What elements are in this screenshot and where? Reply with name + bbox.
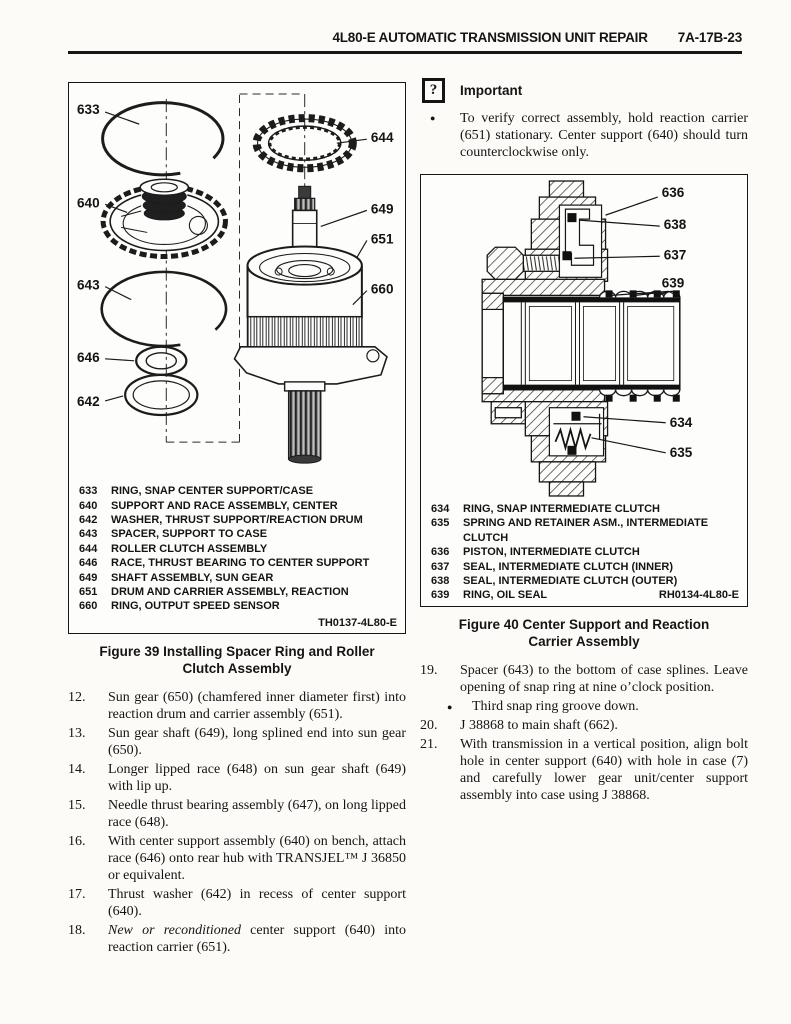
- parts-row: 633 RING, SNAP CENTER SUPPORT/CASE: [79, 485, 314, 498]
- step-19: 19. Spacer (643) to the bottom of case splines. Leave opening of snap ring at nine o’clock position.: [420, 662, 748, 695]
- parts-row: 635 SPRING AND RETAINER ASM., INTERMEDIATE CLUTCH: [431, 517, 709, 544]
- important-icon: ?: [422, 78, 445, 103]
- steps-19-21: [420, 663, 748, 805]
- parts-row: 646 RACE, THRUST BEARING TO CENTER SUPPORT: [79, 557, 370, 570]
- important-note: ● To verify correct assembly, hold reaction carrier (651) stationary. Center support (640) should turn counterclockwise only.: [430, 111, 748, 160]
- callout-651: 651: [370, 231, 394, 247]
- callout-643: 643: [77, 277, 100, 293]
- callout-637: 637: [663, 247, 687, 263]
- sun-gear-shaft-649: [293, 186, 317, 248]
- figure-40-box: [420, 174, 748, 607]
- piston-pocket: [559, 205, 601, 277]
- bullet-icon: ●: [447, 701, 453, 712]
- right-column: [420, 78, 748, 807]
- important-header: [422, 78, 748, 103]
- figure40-doc-code: RH0134-4L80-E: [658, 589, 739, 602]
- parts-row: 636 PISTON, INTERMEDIATE CLUTCH: [431, 546, 640, 559]
- page-number: 7A-17B-23: [677, 30, 742, 45]
- callout-644: 644: [370, 130, 394, 146]
- parts-row: 639 RING, OIL SEAL RH0134-4L80-E: [431, 589, 739, 602]
- callout-638: 638: [663, 217, 687, 233]
- parts-row: 640 SUPPORT AND RACE ASSEMBLY, CENTER: [79, 499, 338, 512]
- parts-row: 651 DRUM AND CARRIER ASSEMBLY, REACTION: [79, 586, 349, 599]
- callout-660: 660: [370, 281, 394, 297]
- step-18-italic-lead: New or reconditioned: [108, 923, 241, 939]
- parts-row: 637 SEAL, INTERMEDIATE CLUTCH (INNER): [431, 560, 674, 573]
- parts-row: 643 SPACER, SUPPORT TO CASE: [79, 528, 268, 541]
- step-12: 12. Sun gear (650) (chamfered inner diameter first) into reaction drum and carrier assembly (651).: [68, 689, 406, 722]
- callout-646: 646: [77, 349, 100, 365]
- callout-642: 642: [77, 393, 100, 409]
- callout-633: 633: [77, 102, 100, 118]
- parts-row: 660 RING, OUTPUT SPEED SENSOR: [79, 600, 280, 613]
- parts-row: 642 WASHER, THRUST SUPPORT/REACTION DRUM: [79, 514, 363, 526]
- callout-649: 649: [370, 201, 394, 217]
- figure40-caption: Figure 40 Center Support and Reaction Carrier Assembly: [458, 616, 710, 649]
- callout-635: 635: [669, 444, 693, 460]
- left-column: [68, 82, 406, 959]
- step-18: 18. New or reconditioned center support (640) into reaction carrier (651).: [68, 923, 406, 955]
- step-19-sub-bullet: ● Third snap ring groove down.: [447, 698, 639, 714]
- parts-row: 634 RING, SNAP INTERMEDIATE CLUTCH: [431, 502, 660, 515]
- important-title: Important: [460, 83, 523, 98]
- center-support-640: [103, 179, 225, 256]
- step-14: 14. Longer lipped race (648) on sun gear shaft (649) with lip up.: [68, 762, 406, 794]
- callout-640: 640: [77, 195, 100, 211]
- spring-pocket: [549, 408, 603, 456]
- step-16: 16. With center support assembly (640) on bench, attach race (646) onto rear hub with TRANSJEL™ J 36850 or equivalent.: [68, 834, 406, 883]
- figure39-drawing: [69, 83, 405, 482]
- callout-639: 639: [661, 275, 685, 291]
- step-21: 21. With transmission in a vertical position, align bolt hole in center support (640) with hole in case (7) and carefully lower gear unit/center support assembly into case using J 38868.: [420, 737, 748, 803]
- parts-row: 638 SEAL, INTERMEDIATE CLUTCH (OUTER): [431, 575, 678, 588]
- callout-636: 636: [661, 185, 685, 201]
- thrust-washer-642: [125, 375, 197, 415]
- race-646: [136, 347, 186, 375]
- inner-seal-637: [562, 251, 571, 260]
- step-17: 17. Thrust washer (642) in recess of center support (640).: [68, 887, 406, 919]
- spacer-ring-643: [102, 272, 226, 346]
- steps-12-18: [68, 690, 406, 957]
- snap-ring-634: [571, 412, 580, 421]
- snap-ring-633: [103, 103, 223, 175]
- outer-seal-638: [567, 213, 576, 222]
- reaction-drum-section: [482, 291, 680, 395]
- reaction-drum-651: [234, 246, 386, 463]
- callout-634: 634: [669, 414, 693, 430]
- step-13: 13. Sun gear shaft (649), long splined end into sun gear (650).: [68, 725, 406, 758]
- step-20: 20. J 38868 to main shaft (662).: [420, 717, 618, 733]
- figure39-parts-list: [69, 482, 405, 617]
- step-15: 15. Needle thrust bearing assembly (647), on long lipped race (648).: [68, 798, 406, 830]
- figure39-caption: Figure 39 Installing Spacer Ring and Roller Clutch Assembly: [99, 643, 375, 676]
- figure-39-box: [68, 82, 406, 634]
- figure40-parts-list: [421, 500, 747, 606]
- figure39-doc-code: TH0137-4L80-E: [318, 616, 397, 629]
- bullet-icon: ●: [430, 113, 436, 123]
- page-header: [68, 30, 742, 54]
- parts-row: 644 ROLLER CLUTCH ASSEMBLY: [79, 542, 268, 555]
- page-title: 4L80-E AUTOMATIC TRANSMISSION UNIT REPAIR: [332, 30, 648, 45]
- parts-row: 649 SHAFT ASSEMBLY, SUN GEAR: [79, 571, 274, 584]
- figure40-drawing: [421, 175, 747, 500]
